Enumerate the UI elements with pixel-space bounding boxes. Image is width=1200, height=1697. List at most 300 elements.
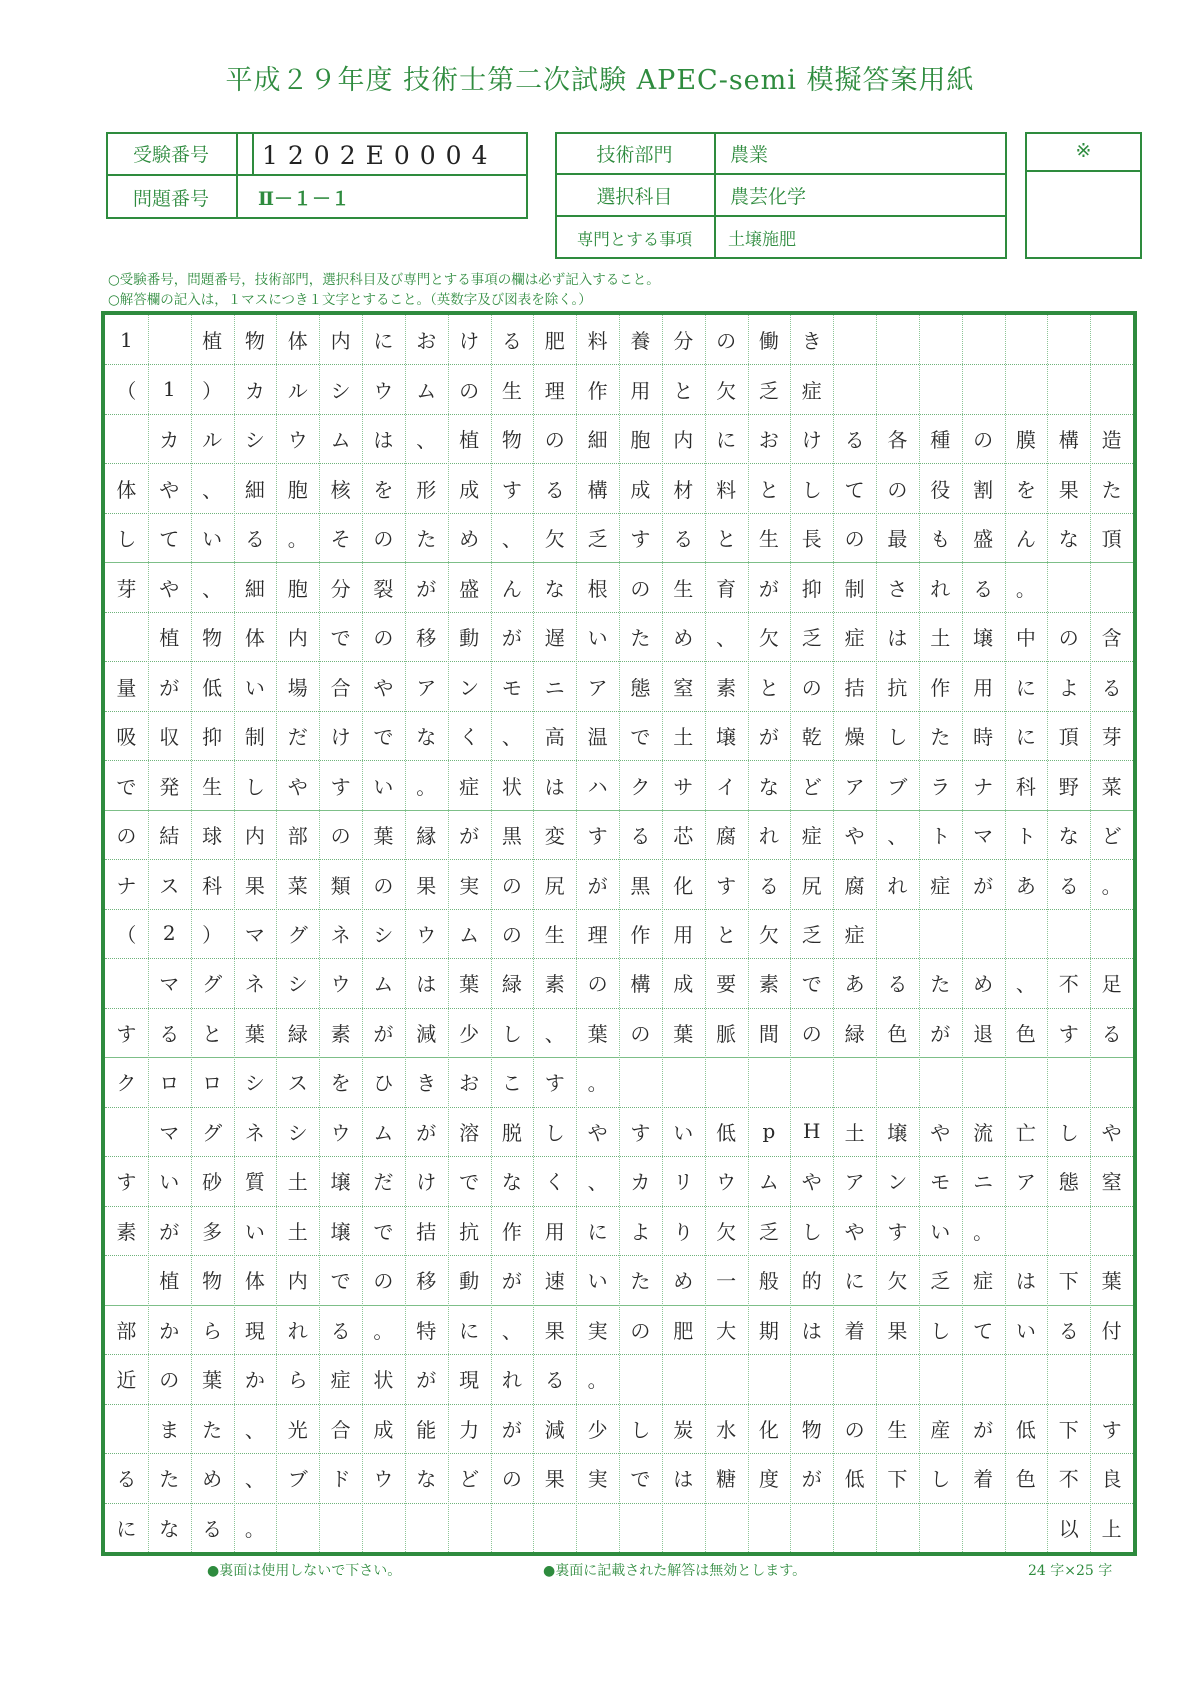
answer-char: 胞	[287, 576, 308, 601]
answer-char: る	[673, 527, 694, 552]
answer-char: 少	[587, 1417, 608, 1442]
answer-char: 果	[544, 1318, 565, 1343]
answer-char: る	[159, 1021, 180, 1046]
answer-row	[105, 562, 1133, 611]
answer-char: ）	[202, 922, 223, 947]
answer-char: 土	[287, 1170, 308, 1195]
answer-char: 。	[1101, 873, 1122, 898]
answer-row	[105, 661, 1133, 710]
answer-char: で	[116, 774, 137, 799]
answer-char: 症	[330, 1368, 351, 1393]
answer-char: 裂	[373, 576, 394, 601]
answer-char: 体	[244, 626, 265, 651]
answer-char: マ	[973, 824, 994, 849]
grader-mark-divider	[1025, 170, 1142, 172]
answer-char: け	[416, 1170, 437, 1195]
answer-char: 黒	[630, 873, 651, 898]
answer-char: グ	[202, 1120, 223, 1145]
answer-row	[105, 1156, 1133, 1205]
answer-char: す	[544, 1071, 565, 1096]
answer-char: さ	[887, 576, 908, 601]
answer-char: い	[244, 675, 265, 700]
answer-char: れ	[930, 576, 951, 601]
answer-char: 胞	[287, 477, 308, 502]
answer-char: シ	[244, 428, 265, 453]
answer-char: 動	[459, 1269, 480, 1294]
answer-char: 葉	[587, 1021, 608, 1046]
answer-char: る	[544, 477, 565, 502]
answer-char: ウ	[416, 922, 437, 947]
answer-char: て	[159, 527, 180, 552]
answer-char: 素	[116, 1219, 137, 1244]
exam-number-label: 受験番号	[132, 144, 209, 166]
answer-char: 含	[1101, 626, 1122, 651]
exam-number-value: 1202E0004	[262, 140, 498, 170]
answer-char: の	[373, 527, 394, 552]
answer-char: ま	[159, 1417, 180, 1442]
answer-char: 。	[973, 1219, 994, 1244]
answer-char: 割	[973, 477, 994, 502]
answer-row	[105, 909, 1133, 958]
answer-char: い	[202, 527, 223, 552]
answer-char: ア	[1015, 1170, 1036, 1195]
answer-char: が	[501, 1269, 522, 1294]
answer-char: の	[630, 576, 651, 601]
answer-char: の	[373, 873, 394, 898]
answer-char: ウ	[716, 1170, 737, 1195]
answer-char: や	[373, 675, 394, 700]
answer-char: 壌	[330, 1170, 351, 1195]
answer-char: 最	[887, 527, 908, 552]
answer-char: の	[887, 477, 908, 502]
answer-char: 物	[244, 329, 265, 354]
answer-char: る	[330, 1318, 351, 1343]
answer-char: い	[587, 1269, 608, 1294]
answer-char: ロ	[202, 1071, 223, 1096]
answer-char: は	[416, 972, 437, 997]
answer-char: が	[416, 576, 437, 601]
answer-char: 細	[244, 576, 265, 601]
answer-char: 能	[416, 1417, 437, 1442]
answer-char: 成	[459, 477, 480, 502]
answer-char: よ	[1058, 675, 1079, 700]
answer-char: 症	[844, 626, 865, 651]
answer-char: い	[673, 1120, 694, 1145]
answer-char: ム	[373, 972, 394, 997]
answer-char: 溶	[459, 1120, 480, 1145]
answer-char: 以	[1058, 1516, 1079, 1541]
answer-char: 症	[459, 774, 480, 799]
answer-char: き	[801, 329, 822, 354]
answer-char: 壌	[330, 1219, 351, 1244]
answer-char: し	[887, 725, 908, 750]
answer-char: の	[501, 873, 522, 898]
answer-char: 料	[587, 329, 608, 354]
answer-char: 、	[416, 428, 437, 453]
answer-char: い	[244, 1219, 265, 1244]
answer-char: 緑	[501, 972, 522, 997]
answer-char: 科	[202, 873, 223, 898]
answer-char: ク	[630, 774, 651, 799]
answer-char: る	[1101, 675, 1122, 700]
question-number-value: Ⅱ－１－１	[258, 188, 351, 210]
answer-char: 用	[630, 378, 651, 403]
answer-char: を	[373, 477, 394, 502]
subject-label: 選択科目	[596, 185, 673, 208]
footer-grid-size: 24 字×25 字	[1028, 1563, 1113, 1579]
answer-char: 多	[202, 1219, 223, 1244]
answer-char: 生	[673, 576, 694, 601]
answer-row	[105, 463, 1133, 512]
answer-char: の	[587, 972, 608, 997]
answer-char: 素	[716, 675, 737, 700]
department-column-divider	[714, 132, 716, 259]
answer-char: の	[330, 824, 351, 849]
answer-char: よ	[630, 1219, 651, 1244]
answer-char: 2	[162, 921, 176, 946]
answer-char: ウ	[330, 1120, 351, 1145]
answer-char: 糖	[716, 1467, 737, 1492]
grader-mark-label: ※	[1075, 140, 1092, 162]
answer-char: け	[801, 428, 822, 453]
answer-char: 症	[801, 824, 822, 849]
answer-char: 核	[330, 477, 351, 502]
answer-char: 症	[844, 922, 865, 947]
answer-char: に	[1015, 675, 1036, 700]
answer-char: な	[416, 725, 437, 750]
answer-char: 内	[287, 1269, 308, 1294]
answer-char: 着	[973, 1467, 994, 1492]
answer-char: る	[887, 972, 908, 997]
answer-char: が	[501, 626, 522, 651]
answer-char: る	[1058, 1318, 1079, 1343]
answer-char: 欠	[716, 1219, 737, 1244]
answer-char: た	[930, 725, 951, 750]
answer-char: 植	[202, 329, 223, 354]
answer-char: 的	[801, 1269, 822, 1294]
answer-char: 1	[162, 377, 176, 402]
answer-char: 炭	[673, 1417, 694, 1442]
answer-char: 芽	[1101, 725, 1122, 750]
answer-char: ス	[159, 873, 180, 898]
answer-char: 腐	[716, 824, 737, 849]
answer-char: 砂	[202, 1170, 223, 1195]
answer-char: 生	[758, 527, 779, 552]
answer-char: 期	[758, 1318, 779, 1343]
answer-char: や	[844, 824, 865, 849]
answer-char: 作	[930, 675, 951, 700]
answer-char: る	[202, 1516, 223, 1541]
answer-char: 欠	[716, 378, 737, 403]
answer-char: 発	[159, 774, 180, 799]
answer-char: シ	[330, 378, 351, 403]
answer-char: の	[459, 378, 480, 403]
answer-row	[105, 958, 1133, 1007]
answer-char: 黒	[501, 824, 522, 849]
answer-char: 退	[973, 1021, 994, 1046]
answer-char: 分	[330, 576, 351, 601]
answer-char: 用	[544, 1219, 565, 1244]
answer-char: 根	[587, 576, 608, 601]
answer-char: 乏	[930, 1269, 951, 1294]
answer-char: 収	[159, 725, 180, 750]
answer-char: が	[973, 873, 994, 898]
answer-char: の	[116, 824, 137, 849]
answer-char: 現	[244, 1318, 265, 1343]
answer-char: 中	[1015, 626, 1036, 651]
answer-char: ハ	[587, 774, 608, 799]
answer-char: 色	[887, 1021, 908, 1046]
answer-char: る	[244, 527, 265, 552]
answer-char: や	[844, 1219, 865, 1244]
subject-value: 農芸化学	[730, 185, 807, 208]
answer-char: 抑	[202, 725, 223, 750]
answer-char: 肥	[544, 329, 565, 354]
answer-char: な	[758, 774, 779, 799]
answer-char: の	[544, 428, 565, 453]
answer-char: グ	[202, 972, 223, 997]
answer-row	[105, 1404, 1133, 1453]
answer-char: 乏	[587, 527, 608, 552]
question-number-label: 問題番号	[132, 188, 209, 210]
answer-char: 長	[801, 527, 822, 552]
answer-char: 、	[587, 1170, 608, 1195]
answer-char: シ	[244, 1071, 265, 1096]
answer-row	[105, 612, 1133, 661]
answer-char: マ	[159, 1120, 180, 1145]
answer-char: に	[844, 1269, 865, 1294]
answer-char: 結	[159, 824, 180, 849]
answer-char: 類	[330, 873, 351, 898]
answer-char: 養	[630, 329, 651, 354]
answer-char: 水	[716, 1417, 737, 1442]
answer-char: グ	[287, 922, 308, 947]
answer-char: て	[844, 477, 865, 502]
answer-char: 成	[673, 972, 694, 997]
answer-char: る	[544, 1368, 565, 1393]
answer-char: の	[373, 626, 394, 651]
answer-char: H	[803, 1119, 821, 1144]
answer-char: 吸	[116, 725, 137, 750]
answer-char: の	[801, 1021, 822, 1046]
answer-char: 低	[844, 1467, 865, 1492]
exam-info-column-divider	[236, 132, 238, 219]
answer-char: 乾	[801, 725, 822, 750]
answer-char: ニ	[973, 1170, 994, 1195]
answer-char: ア	[844, 1170, 865, 1195]
answer-char: 下	[1058, 1417, 1079, 1442]
answer-char: 植	[159, 626, 180, 651]
answer-char: 土	[287, 1219, 308, 1244]
answer-char: は	[673, 1467, 694, 1492]
answer-char: の	[844, 527, 865, 552]
answer-char: す	[887, 1219, 908, 1244]
answer-char: 作	[587, 378, 608, 403]
answer-row	[105, 810, 1133, 859]
answer-char: と	[673, 378, 694, 403]
answer-char: で	[801, 972, 822, 997]
answer-char: が	[587, 873, 608, 898]
answer-char: 。	[587, 1368, 608, 1393]
answer-char: に	[1015, 725, 1036, 750]
answer-char: 細	[587, 428, 608, 453]
answer-char: 菜	[287, 873, 308, 898]
answer-char: 植	[159, 1269, 180, 1294]
answer-char: と	[758, 477, 779, 502]
answer-char: 腐	[844, 873, 865, 898]
answer-char: ウ	[373, 1467, 394, 1492]
answer-char: を	[1015, 477, 1036, 502]
answer-char: と	[716, 527, 737, 552]
answer-char: シ	[287, 1120, 308, 1145]
answer-char: 1	[120, 327, 133, 352]
answer-char: 成	[630, 477, 651, 502]
answer-char: モ	[930, 1170, 951, 1195]
answer-char: 、	[202, 576, 223, 601]
answer-char: る	[630, 824, 651, 849]
answer-char: が	[973, 1417, 994, 1442]
answer-char: ル	[287, 378, 308, 403]
answer-row	[105, 1206, 1133, 1255]
answer-char: 欠	[758, 626, 779, 651]
answer-char: 葉	[459, 972, 480, 997]
answer-char: 用	[973, 675, 994, 700]
answer-row	[105, 711, 1133, 760]
answer-char: に	[587, 1219, 608, 1244]
answer-row	[105, 513, 1133, 562]
answer-char: 内	[244, 824, 265, 849]
answer-char: 頂	[1101, 527, 1122, 552]
answer-char: 構	[1058, 428, 1079, 453]
answer-char: ム	[758, 1170, 779, 1195]
answer-char: 抗	[887, 675, 908, 700]
answer-char: は	[801, 1318, 822, 1343]
answer-char: た	[416, 527, 437, 552]
answer-char: と	[758, 675, 779, 700]
answer-char: 、	[716, 626, 737, 651]
footer-note-middle: ●裏面に記載された解答は無効とします。	[543, 1563, 807, 1579]
answer-char: 症	[801, 378, 822, 403]
answer-char: す	[1058, 1021, 1079, 1046]
answer-char: 高	[544, 725, 565, 750]
answer-char: め	[202, 1467, 223, 1492]
answer-char: ウ	[373, 378, 394, 403]
answer-char: や	[801, 1170, 822, 1195]
answer-char: ネ	[244, 972, 265, 997]
answer-char: と	[202, 1021, 223, 1046]
note-line-1: ○受験番号，問題番号，技術部門，選択科目及び専門とする事項の欄は必ず記入すること。	[108, 272, 660, 288]
answer-char: る	[973, 576, 994, 601]
answer-char: 物	[202, 626, 223, 651]
answer-char: 抗	[459, 1219, 480, 1244]
answer-char: 遅	[544, 626, 565, 651]
footer-note-left: ●裏面は使用しないで下さい。	[207, 1563, 402, 1579]
answer-char: れ	[501, 1368, 522, 1393]
answer-char: た	[630, 1269, 651, 1294]
answer-char: の	[501, 1467, 522, 1492]
answer-char: 葉	[202, 1368, 223, 1393]
answer-char: め	[673, 1269, 694, 1294]
answer-char: す	[630, 527, 651, 552]
answer-char: が	[459, 824, 480, 849]
answer-char: ら	[202, 1318, 223, 1343]
answer-char: ひ	[373, 1071, 394, 1096]
answer-char: ム	[330, 428, 351, 453]
answer-char: る	[1058, 873, 1079, 898]
answer-char: 減	[416, 1021, 437, 1046]
answer-char: 乏	[758, 1219, 779, 1244]
answer-char: し	[501, 1021, 522, 1046]
answer-char: ウ	[330, 972, 351, 997]
answer-char: 部	[116, 1318, 137, 1343]
answer-row	[105, 760, 1133, 809]
answer-char: な	[159, 1516, 180, 1541]
answer-char: 足	[1101, 972, 1122, 997]
answer-char: マ	[159, 972, 180, 997]
answer-char: 化	[758, 1417, 779, 1442]
answer-char: 不	[1058, 1467, 1079, 1492]
answer-char: の	[801, 675, 822, 700]
answer-char: 。	[1015, 576, 1036, 601]
answer-char: し	[801, 477, 822, 502]
answer-char: れ	[887, 873, 908, 898]
answer-char: 脈	[716, 1021, 737, 1046]
answer-char: 土	[673, 725, 694, 750]
answer-char: 脱	[501, 1120, 522, 1145]
answer-char: 内	[330, 329, 351, 354]
answer-char: 欠	[758, 922, 779, 947]
answer-char: 流	[973, 1120, 994, 1145]
answer-char: な	[416, 1467, 437, 1492]
answer-char: 産	[930, 1417, 951, 1442]
answer-char: 用	[673, 922, 694, 947]
answer-char: に	[373, 329, 394, 354]
answer-char: 場	[287, 675, 308, 700]
answer-char: 尻	[544, 873, 565, 898]
answer-char: る	[116, 1467, 137, 1492]
answer-char: サ	[673, 774, 694, 799]
answer-char: て	[973, 1318, 994, 1343]
answer-char: や	[159, 576, 180, 601]
answer-char: 頂	[1058, 725, 1079, 750]
answer-char: 果	[544, 1467, 565, 1492]
answer-char: 乏	[758, 378, 779, 403]
answer-char: や	[287, 774, 308, 799]
answer-char: 不	[1058, 972, 1079, 997]
answer-char: 、	[544, 1021, 565, 1046]
answer-char: た	[630, 626, 651, 651]
answer-char: 燥	[844, 725, 865, 750]
answer-char: 育	[716, 576, 737, 601]
answer-char: 肥	[673, 1318, 694, 1343]
answer-char: 物	[202, 1269, 223, 1294]
answer-char: も	[930, 527, 951, 552]
answer-char: 一	[716, 1269, 737, 1294]
answer-char: た	[202, 1417, 223, 1442]
answer-char: ナ	[973, 774, 994, 799]
answer-char: 芯	[673, 824, 694, 849]
answer-char: 緑	[287, 1021, 308, 1046]
answer-char: ロ	[159, 1071, 180, 1096]
answer-char: お	[416, 329, 437, 354]
answer-char: 色	[1015, 1467, 1036, 1492]
answer-char: 、	[887, 824, 908, 849]
answer-char: 。	[587, 1071, 608, 1096]
answer-char: 作	[630, 922, 651, 947]
answer-char: ネ	[244, 1120, 265, 1145]
answer-char: ブ	[887, 774, 908, 799]
answer-char: ど	[459, 1467, 480, 1492]
